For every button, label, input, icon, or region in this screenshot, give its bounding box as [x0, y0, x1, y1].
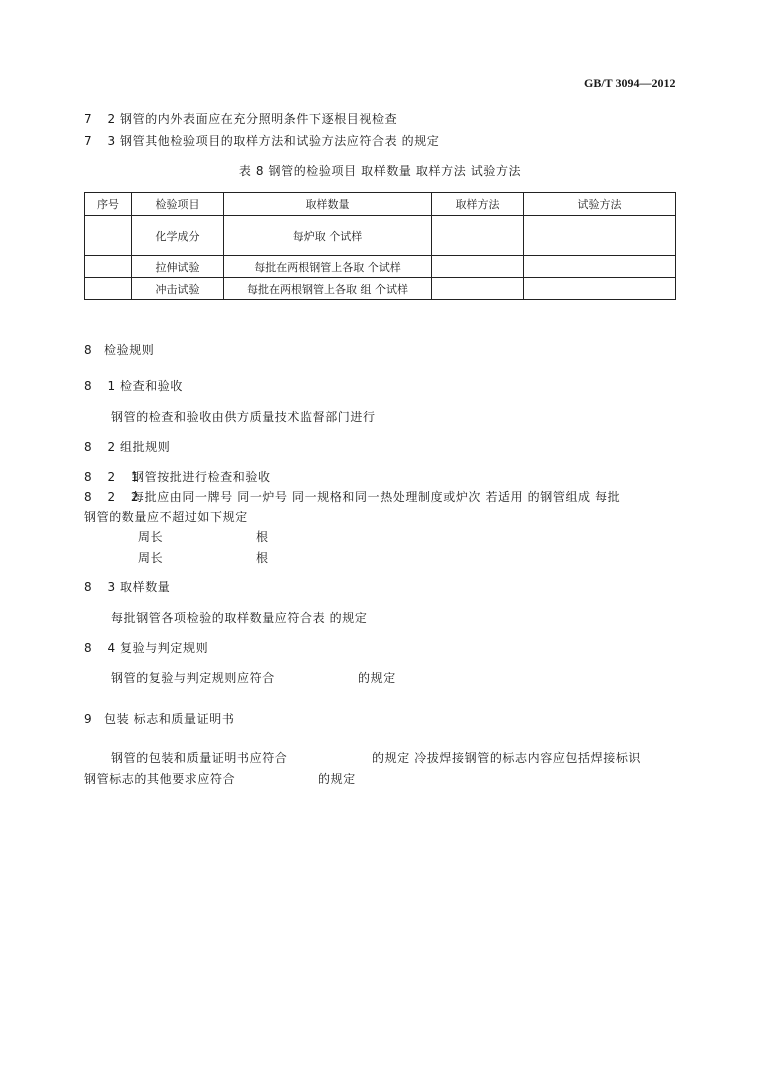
header-cell: 取样数量 [224, 193, 432, 216]
cell-qty: 每炉取 个试样 [224, 216, 432, 256]
table-header-row [85, 193, 676, 216]
table-caption: 表 8 钢管的检验项目 取样数量 取样方法 试验方法 [238, 164, 522, 178]
clause-8-2-heading [84, 438, 170, 455]
section-8-heading [84, 341, 154, 358]
clause-8-4-body-b: 的规定 [358, 671, 396, 685]
clause-8-3-heading [84, 578, 170, 595]
cell-method [432, 256, 524, 278]
table-row [85, 256, 676, 278]
standard-number: GB/T 3094—2012 [584, 76, 676, 90]
clause-text: 钢管的内外表面应在充分照明条件下逐根目视检查 [120, 112, 398, 126]
clause-8-2-2 [84, 488, 620, 505]
clause-title: 取样数量 [120, 580, 171, 594]
cell-no [85, 278, 132, 300]
cell-method [432, 216, 524, 256]
clause-number: 8 2 [84, 440, 122, 454]
header-cell: 序号 [85, 193, 132, 216]
clause-number: 7 2 [84, 112, 122, 126]
clause-7-2 [84, 110, 397, 127]
limit-value: 根 [256, 551, 269, 565]
clause-8-4-heading [84, 639, 208, 656]
table-row [85, 216, 676, 256]
section-9-line1-b: 的规定 冷拔焊接钢管的标志内容应包括焊接标识 [372, 751, 642, 765]
section-9-line2-b: 的规定 [318, 772, 356, 786]
section-9-heading [84, 710, 234, 727]
cell-method [432, 278, 524, 300]
clause-8-1-body: 钢管的检查和验收由供方质量技术监督部门进行 [111, 410, 376, 424]
cell-item: 拉伸试验 [132, 256, 224, 278]
clause-8-2-2-cont: 钢管的数量应不超过如下规定 [84, 510, 248, 524]
clause-7-3 [84, 132, 439, 149]
cell-no [85, 256, 132, 278]
header-cell: 取样方法 [432, 193, 524, 216]
section-number: 9 [84, 712, 93, 726]
clause-title: 复验与判定规则 [120, 641, 209, 655]
clause-text: 钢管其他检验项目的取样方法和试验方法应符合表 的规定 [120, 134, 440, 148]
clause-8-4-body-a: 钢管的复验与判定规则应符合 [111, 671, 275, 685]
clause-text: 钢管按批进行检查和验收 [132, 470, 271, 484]
cell-test [524, 278, 676, 300]
section-9-line1-a: 钢管的包装和质量证明书应符合 [111, 751, 288, 765]
cell-item: 冲击试验 [132, 278, 224, 300]
clause-number: 7 3 [84, 134, 122, 148]
clause-number: 8 2 2 [84, 490, 145, 504]
inspection-table [84, 192, 676, 300]
limit-value: 根 [256, 530, 269, 544]
clause-number: 8 4 [84, 641, 122, 655]
cell-item: 化学成分 [132, 216, 224, 256]
section-title: 检验规则 [104, 343, 155, 357]
clause-8-3-body: 每批钢管各项检验的取样数量应符合表 的规定 [111, 611, 368, 625]
table-row [85, 278, 676, 300]
clause-title: 检查和验收 [120, 379, 184, 393]
clause-number: 8 1 [84, 379, 122, 393]
section-9-line2-a: 钢管标志的其他要求应符合 [84, 772, 236, 786]
cell-qty: 每批在两根钢管上各取 个试样 [224, 256, 432, 278]
cell-no [85, 216, 132, 256]
clause-8-2-1 [84, 468, 271, 485]
header-cell: 试验方法 [524, 193, 676, 216]
section-number: 8 [84, 343, 93, 357]
header-cell: 检验项目 [132, 193, 224, 216]
cell-test [524, 216, 676, 256]
clause-number: 8 2 1 [84, 470, 145, 484]
section-title: 包装 标志和质量证明书 [104, 712, 235, 726]
clause-number: 8 3 [84, 580, 122, 594]
cell-qty: 每批在两根钢管上各取 组 个试样 [224, 278, 432, 300]
clause-title: 组批规则 [120, 440, 171, 454]
cell-test [524, 256, 676, 278]
clause-8-1-heading [84, 377, 183, 394]
limit-label: 周长 [138, 530, 164, 544]
clause-text: 每批应由同一牌号 同一炉号 同一规格和同一热处理制度或炉次 若适用 的钢管组成 每批 [132, 490, 621, 504]
limit-label: 周长 [138, 551, 164, 565]
